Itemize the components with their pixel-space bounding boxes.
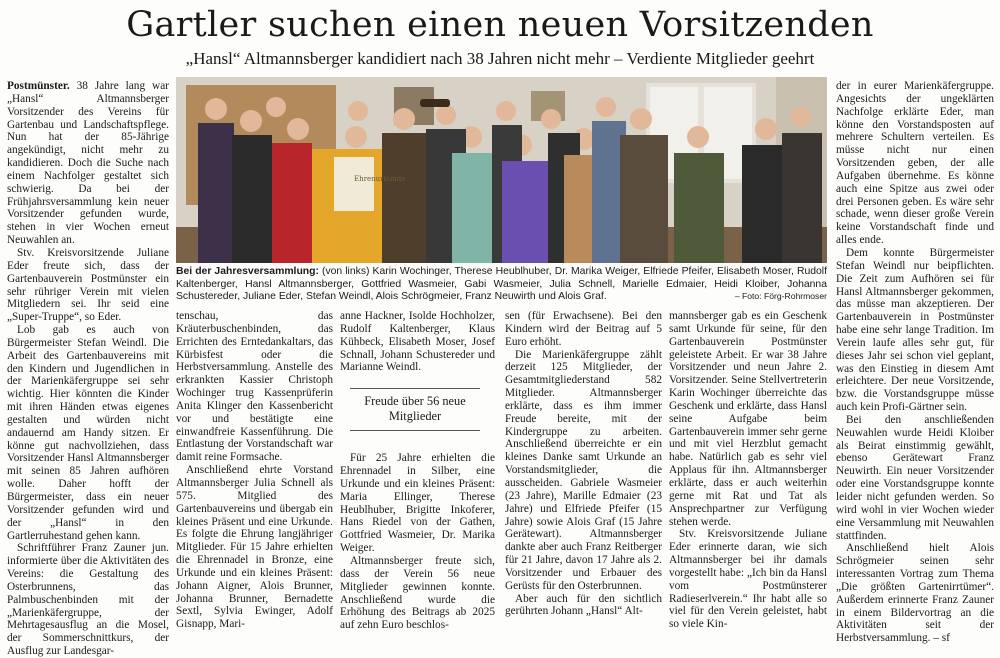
paragraph-text: Anschließend hielt Alois Schrögmeier seinen sehr interessanten Vortrag zum Thema „Die größten Gartenirrtümer“. Außerdem erinnerte Franz Zauner in einem Bildervortrag an die Aktivitäten seit der Herbstversammlung. (836, 542, 994, 645)
certificate (334, 157, 374, 211)
article-column-6 (836, 80, 994, 645)
paragraph: Anschließend ehrte Vorstand Altmannsberger Julia Schnell als 575. Mitglied des Gartenbauvereins und übergab ein kleines Präsent und eine Urkunde. Es folgte die Ehrung langjähriger Mitglieder. Für 15 Jahre erhielten die Ehrennadel in Bronze, eine Urkunde und ein kleines Präsent: Johann Aigner, Alois Brunner, Johanna Brunner, Bernadette Sextl, Sylvia Ewinger, Adolf Gisnapp, Mari- (176, 464, 333, 631)
paragraph: Stv. Kreisvorsitzende Juliane Eder erinnerte daran, wie sich Altmannsberger bei ihr damals vorgestellt habe: „Ich bin da Hansl vom Postmünsterer Radieserlverein.“ Ihr habt alle so viel für den Verein geleistet, habt so viele Kin- (669, 528, 827, 631)
paragraph: Schriftführer Franz Zauner jun. informierte über die Aktivitäten des Vereins: die Gestaltung des Osterbrunnens, das Palmbuschenbinden mit der „Marienkäfergruppe, der Mehrtagesausflug an die Mosel, der Sommerschnittkurs, der Ausflug zur Landesgar- (7, 542, 169, 658)
photo-credit: – Foto: Förg-Rohrmoser (734, 291, 827, 301)
paragraph: Lob gab es auch von Bürgermeister Stefan Weindl. Die Arbeit des Gartenbauvereins mit den Kindern und Jugendlichen in der Marienkäfergruppe sei sehr wichtig. Hier könnten die Kinder mit ihren Händen etwas eigenes gestalten und würden nicht andauernd am Handy sitzen. Er könne gut nachvollziehen, dass Vorsitzender Hansl Altmannsberger mit seinen 85 Jahren aufhören wolle. Daher hofft der Bürgermeister, dass ein neuer Vorsitzender gefunden wird und der „Hansl“ in den Gartlerruhestand gehen kann. (7, 324, 169, 542)
article-column-3 (340, 310, 495, 632)
paragraph: Aber auch für den sichtlich gerührten Johann „Hansl“ Alt- (505, 592, 662, 618)
dateline: Postmünster. (7, 80, 70, 92)
article-column-1 (7, 80, 169, 658)
paragraph: Für 25 Jahre erhielten die Ehrennadel in Silber, eine Urkunde und ein kleines Präsent: Maria Ellinger, Therese Heublhuber, Brigitte Inkoferer, Hans Riedel von der Gathen, Gottfried Wasmeier, Dr. Marika Weiger. (340, 452, 495, 555)
paragraph: tenschau, das Kräuterbuschenbinden, das Errichten des Erntedankaltars, das Kürbisfest oder die Herbstversammlung. Anstelle des erkrankten Kassier Christoph Wochinger trug Kassenprüferin Anita Klinger den Kassenbericht vor und bestätigte eine einwandfreie Kassenführung. Die Entlastung der Vorstandschaft war damit reine Formsache. (176, 310, 333, 464)
certificate-text: Ehrenurkunde (354, 175, 406, 183)
paragraph: der in eurer Marienkäfergruppe. Angesichts der ungeklärten Nachfolge erklärte Eder, man könne den Vorstandsposten auf mehrere Schultern verteilen. Es müsse nicht nur einen Vorsitzenden geben, der alle Aufgaben übernehme. Es könne auch eine Spitze aus zwei oder drei Personen geben. Es wäre sehr schade, wenn dieser große Verein keine Vorstandschaft finde und alles ende. (836, 80, 994, 247)
caption-lead: Bei der Jahresversammlung: (176, 266, 319, 277)
paragraph (836, 542, 994, 645)
paragraph: Stv. Kreisvorsitzende Juliane Eder freute sich, dass der Gartenbauverein Postmünster ein sehr rühriger Verein mit vielen Mitgliedern sei. Ihr seid eine „Super-Truppe“, so Eder. (7, 246, 169, 324)
hat (420, 99, 450, 107)
group-photo (176, 77, 827, 263)
paragraph: Bei den anschließenden Neuwahlen wurde Heidi Kloiber als Beirat einstimmig gewählt, ebenso Gerätewart Franz Neuwirth. Ein neuer Vorsitzender oder eine Vorstandsgruppe konnte leider nicht gefunden werden. So wird wohl in vier Wochen wieder eine Versammlung mit Neuwahlen stattfinden. (836, 413, 994, 542)
paragraph: anne Hackner, Isolde Hochholzer, Rudolf Kaltenberger, Klaus Kühbeck, Elisabeth Moser, Josef Schnall, Johann Schustereder und Marianne Weindl. (340, 310, 495, 374)
paragraph-text: 38 Jahre lang war „Hansl“ Altmannsberger Vorsitzender des Vereins für Gartenbau und Landschaftspflege. Nun hat der 85-Jährige angekündigt, nicht mehr zu kandidieren. Doch die Suche nach einem Nachfolger gestaltet sich schwierig. Da bei der Frühjahrsversammlung kein neuer Vorsitzender gefunden wurde, stehen in vier Wochen erneut Neuwahlen an. (7, 80, 169, 247)
group-photo-illustration (176, 77, 827, 263)
headline: Gartler suchen einen neuen Vorsitzenden (126, 5, 874, 45)
article-column-4 (505, 310, 662, 618)
caption-text: (von links) Karin Wochinger, Therese Heublhuber, Dr. Marika Weiger, Elfriede Pfeifer, Elisabeth Moser, Rudolf Kaltenberger, Hansl Altmannsberger, Gottfried Wasmeier, Gabi Wasmeier, Julia Schnell, Marielle Edmaier, Heidi Kloiber, Johanna Schustereder, Juliane Eder, Stefan Weindl, Alois Schrögmeier, Franz Neuwirth und Alois Graf. (176, 266, 827, 303)
paragraph: Dem konnte Bürgermeister Stefan Weindl nur beipflichten. Die Zeit zum Aufhören sei für Hansl Altmannsberger gekommen, das müsse man akzeptieren. Der Gartenbauverein in Postmünster habe eine sehr lange Tradition. Im Verein laufe alles sehr gut, für dieses Jahr sei schon viel geplant, was den Einstieg in diesem Amt erleichtere. Der neue Vorsitzende, bzw. die Vorstandsgruppe müsse auch kein Profi-Gärtner sein. (836, 246, 994, 414)
paragraph: Altmannsberger freute sich, dass der Verein 56 neue Mitglieder gewinnen konnte. Anschließend wurde die Erhöhung des Beitrags ab 2025 auf zehn Euro beschlos- (340, 554, 495, 632)
subheadline: „Hansl“ Altmannsberger kandidiert nach 38 Jahren nicht mehr – Verdiente Mitglieder geehrt (185, 49, 815, 68)
paragraph: sen (für Erwachsene). Bei den Kindern wird der Beitrag auf 5 Euro erhöht. (505, 310, 662, 348)
pull-quote: Freude über 56 neue Mitglieder (350, 388, 480, 431)
paragraph: mannsberger gab es ein Geschenk samt Urkunde für seine, für den Gartenbauverein Postmünster geleistete Arbeit. Er war 38 Jahre Vorsitzender und neun Jahre 2. Vorsitzender. Seine Stellvertreterin Karin Wochinger überreichte das Geschenk und erklärte, dass Hansl seine Aufgabe beim Gartenbauverein immer sehr gerne und mit viel Herzblut gemacht habe. Natürlich gab es sehr viel Applaus für ihn. Altmannsberger erklärte, dass er auch weiterhin gerne mit Rat und Tat als Ansprechpartner zur Verfügung stehen werde. (669, 310, 827, 528)
article-column-2 (176, 310, 333, 631)
paragraph: Die Marienkäfergruppe zählt derzeit 125 Mitglieder, der Gesamtmitgliederstand 582 Mitglieder. Altmannsberger erklärte, dass es ihm immer Freude bereite, mit der Kindergruppe zu arbeiten. Anschließend überreichte er ein kleines Danke samt Urkunde an Vorstandsmitglieder, die ausscheiden. Gabriele Wasmeier (23 Jahre), Marille Edmaier (23 Jahre) und Elfriede Pfeifer (15 Jahre) sowie Alois Graf (15 Jahre Gerätewart). Altmannsberger dankte aber auch Franz Reitberger für 21 Jahre, davon 17 Jahre als 2. Vorsitzender und Erbauer des Gerüsts für den Osterbrunnen. (505, 348, 662, 592)
paragraph (7, 80, 169, 247)
article-column-5 (669, 310, 827, 631)
author-signoff: – sf (930, 632, 950, 645)
